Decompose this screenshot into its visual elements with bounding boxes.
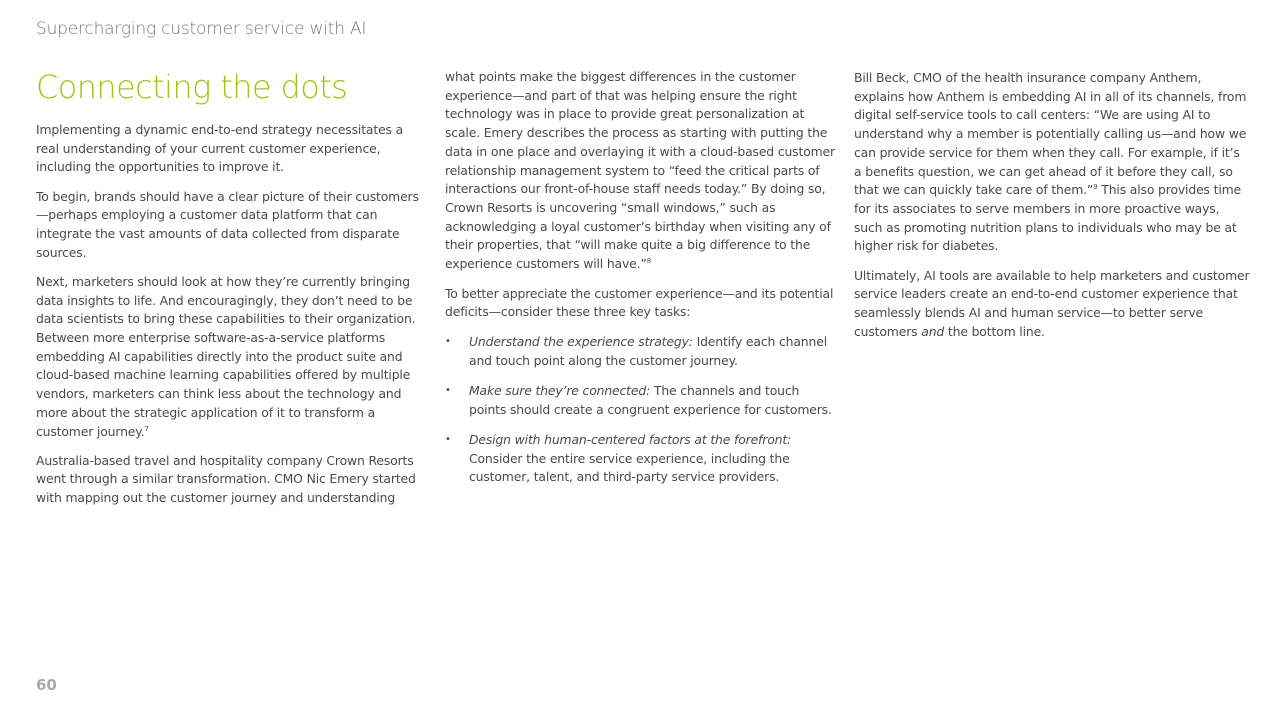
- bullet-icon: •: [445, 336, 451, 348]
- key-tasks-list: [445, 333, 837, 487]
- footnote-ref-7: 7: [144, 424, 149, 433]
- paragraph-marketers: [36, 273, 428, 441]
- bullet-icon: •: [445, 385, 451, 397]
- paragraph-crown-continued: [445, 68, 837, 274]
- task-lead: Design with human-centered factors at the forefront:: [469, 431, 792, 447]
- task-text: Consider the entire service experience, including the customer, talent, and third-party service providers.: [469, 450, 790, 485]
- column-3: [854, 69, 1250, 352]
- task-lead: Make sure they’re connected:: [469, 383, 651, 399]
- paragraph-intro: Implementing a dynamic end-to-end strategy necessitates a real understanding of your current customer experience, including the opportunities to improve it.: [36, 122, 404, 175]
- task-lead: Understand the experience strategy:: [469, 334, 693, 350]
- footnote-ref-8: 8: [646, 256, 652, 265]
- paragraph-marketers-text: Next, marketers should look at how they’re currently bringing data insights to life. And encouragingly, they don’t need to be data scientists to bring these capabilities to their organization. Between more enterprise software-as-a-service platforms embedding AI capabilities directly into the product suite and cloud-based machine learning capabilities offered by multiple vendors, marketers can think less about the technology and more about the strategic application of it to transform a customer journey.: [36, 273, 416, 439]
- paragraph-conclusion: [854, 267, 1250, 342]
- paragraph-conclusion-text-b: the bottom line.: [944, 323, 1045, 339]
- task-text: Identify each channel and touch point along the customer journey.: [469, 334, 827, 368]
- paragraph-anthem: [854, 69, 1250, 256]
- paragraph-key-tasks-intro: To better appreciate the customer experience—and its potential deficits—consider these three key tasks:: [445, 285, 834, 320]
- running-header: Supercharging customer service with AI: [36, 19, 367, 39]
- column-2: [445, 68, 837, 499]
- paragraph-anthem-text-a: Bill Beck, CMO of the health insurance company Anthem, explains how Anthem is embedding AI in all of its channels, from digital self-service tools to call centers: “We are using AI to understand why a member is potentially calling us—and how we can provide service for them when they call. For example, if it’s a benefits question, we can get ahead of it before they call, so that we can quickly take care of them.”: [854, 70, 1247, 198]
- list-item: [445, 333, 837, 370]
- paragraph-anthem-text-b: This also provides time for its associates to serve members in more proactive ways, such as promoting nutrition plans to individuals who may be at higher risk for diabetes.: [854, 182, 1242, 254]
- page-number: 60: [36, 676, 57, 694]
- footnote-ref-9: 9: [1093, 183, 1098, 192]
- task-text: The channels and touch points should create a congruent experience for customers.: [469, 383, 832, 417]
- paragraph-crown-continued-text: what points make the biggest differences in the customer experience—and part of that was helping ensure the right technology was in place to provide great personalization at scale. Emery describes the process as starting with putting the data in one place and overlaying it with a cloud-based customer relationship management system to “feed the critical parts of interactions our front-of-house staff needs today.” By doing so, Crown Resorts is uncovering “small windows,” such as acknowledging a loyal customer’s birthday when visiting any of their properties, that “will make quite a big difference to the experience customers will have.”: [445, 69, 835, 272]
- emphasis-and: and: [921, 323, 945, 339]
- paragraph-customer-data: To begin, brands should have a clear picture of their customers—perhaps employing a customer data platform that can integrate the vast amounts of data collected from disparate sources.: [36, 188, 419, 260]
- section-headline: Connecting the dots: [36, 68, 348, 106]
- paragraph-crown-resorts: Australia-based travel and hospitality company Crown Resorts went through a similar transformation. CMO Nic Emery started with mapping out the customer journey and understanding: [36, 452, 416, 506]
- bullet-icon: •: [445, 433, 451, 445]
- paragraph-conclusion-text-a: Ultimately, AI tools are available to help marketers and customer service leaders create an end-to-end customer experience that seamlessly blends AI and human service—to better serve customers: [854, 267, 1250, 339]
- list-item: [445, 382, 837, 419]
- list-item: [445, 431, 837, 487]
- column-1: [36, 68, 428, 518]
